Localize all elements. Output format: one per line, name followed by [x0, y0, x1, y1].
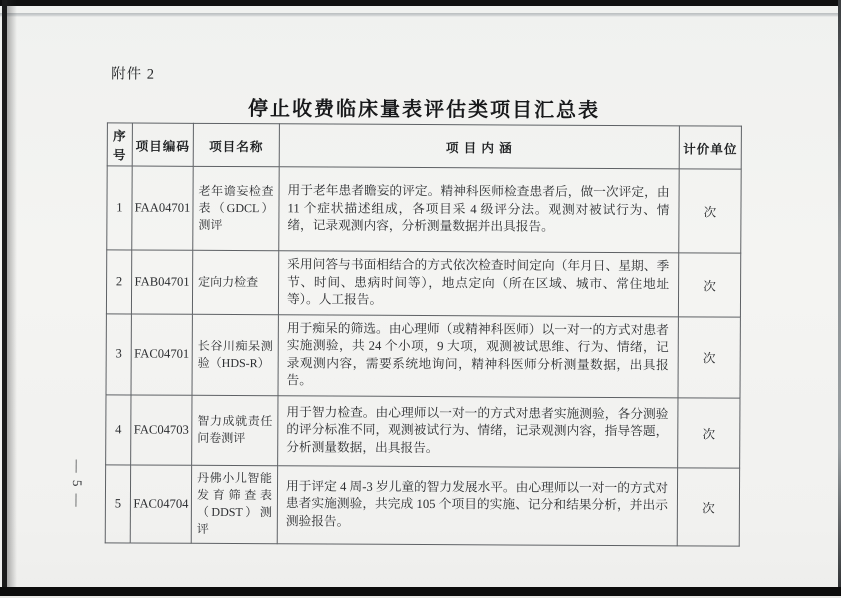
code-cell: FAC04701: [131, 313, 192, 394]
unit-cell: 次: [678, 397, 740, 467]
unit-cell: 次: [678, 316, 740, 397]
seq-cell: 4: [106, 394, 131, 464]
name-cell: 丹佛小儿智能发育筛查表（DDST）测评: [191, 465, 277, 543]
attachment-label: 附件 2: [111, 66, 156, 83]
project-summary-table: [105, 122, 742, 546]
name-cell: 老年谵妄检查表（GDCL）测评: [193, 166, 279, 250]
table-row: [106, 250, 740, 317]
code-cell: FAB04701: [131, 250, 192, 314]
seq-cell: 3: [106, 313, 131, 394]
header-code: 项目编码: [132, 123, 193, 166]
table-row: [106, 313, 740, 397]
unit-cell: 次: [678, 253, 740, 317]
unit-cell: 次: [677, 467, 739, 545]
seq-cell: 5: [105, 464, 130, 542]
name-cell: 定向力检查: [192, 250, 278, 314]
content-cell: 用于老年患者瞻妄的评定。精神科医师检查患者后，做一次评定，由 11 个症状描述组成，各项目采 4 级评分法。观测对被试行为、情绪，记录观测内容，分析测量数据并出具报告。: [279, 167, 679, 253]
name-cell: 智力成就责任问卷测评: [192, 395, 278, 465]
header-content: 项 目 内 涵: [279, 124, 679, 169]
code-cell: FAC04703: [131, 394, 192, 464]
table-header-row: [107, 123, 741, 169]
header-unit: 计价单位: [679, 126, 741, 169]
content-cell: 用于评定 4 周-3 岁儿童的智力发展水平。由心理师以一对一的方式对患者实施测验，共完成 105 个项目的实施、记分和结果分析，并出示测验报告。: [277, 465, 677, 545]
content-cell: 采用问答与书面相结合的方式依次检查时间定向（年月日、星期、季节、时间、患病时间等），地点定向（所在区域、城市、常住地址等）。人工报告。: [278, 251, 678, 317]
content-cell: 用于智力检查。由心理师以一对一的方式对患者实施测验，各分测验的评分标准不同，观测被试行为、情绪，记录观测内容，指导答题，分析测量数据，出具报告。: [278, 395, 678, 467]
code-cell: FAC04704: [130, 464, 191, 542]
document-title: 停止收费临床量表评估类项目汇总表: [247, 98, 601, 122]
table-row: [107, 166, 741, 253]
name-cell: 长谷川痴呆测验（HDS-R）: [192, 314, 278, 395]
header-seq: 序号: [107, 123, 132, 166]
content-cell: 用于痴呆的筛选。由心理师（或精神科医师）以一对一的方式对患者实施测验，共 24 个小项，9 大项，观测被试思维、行为、情绪，记录观测内容，需要系统地询问，精神科医师分析测量数据，出具报告。: [278, 314, 678, 397]
page-number: — 5 —: [69, 459, 86, 509]
code-cell: FAA04701: [132, 166, 193, 250]
table-row: [105, 464, 739, 545]
header-name: 项目名称: [193, 123, 279, 166]
unit-cell: 次: [679, 169, 741, 253]
seq-cell: 2: [106, 250, 131, 314]
seq-cell: 1: [107, 166, 132, 250]
table-row: [106, 394, 740, 467]
